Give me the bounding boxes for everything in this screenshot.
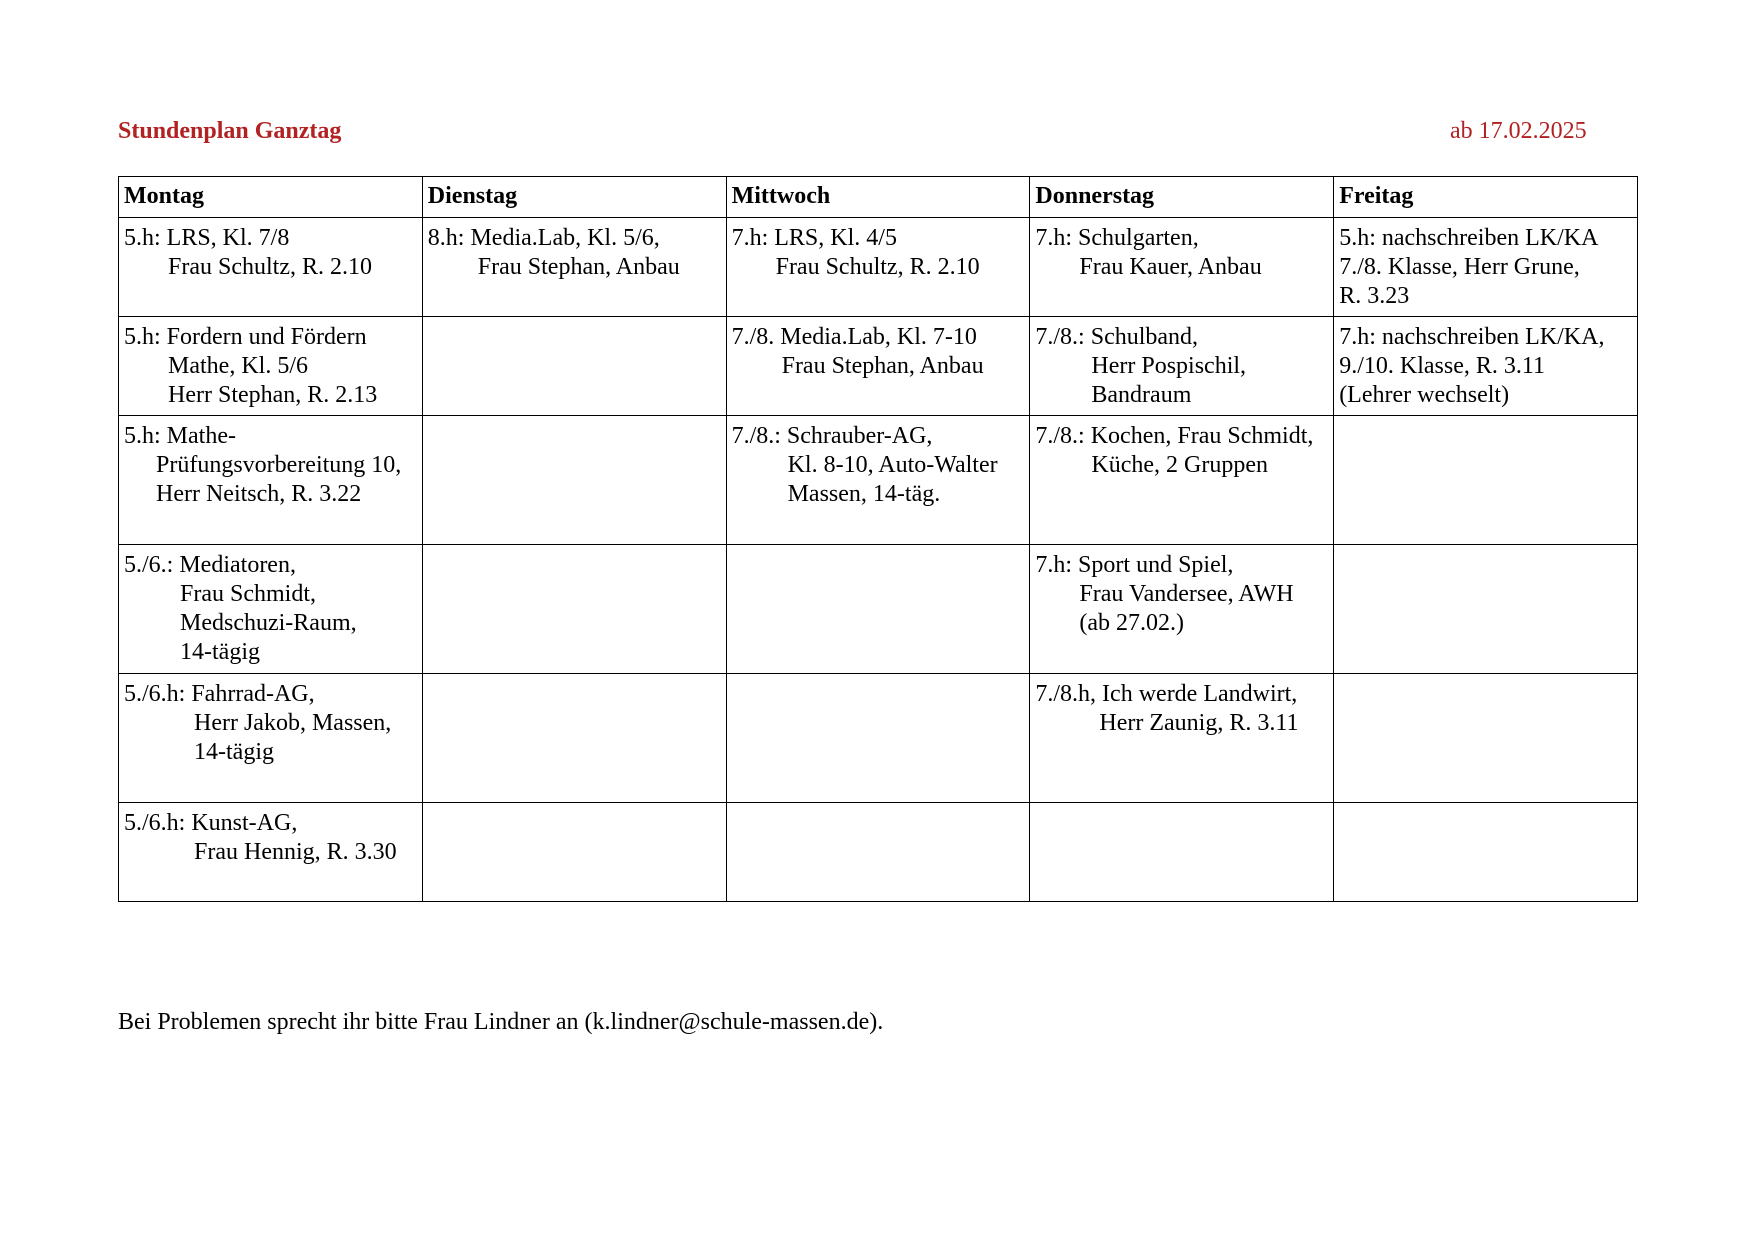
- schedule-cell-freitag: [1334, 803, 1638, 902]
- activity-detail-line: Frau Schultz, R. 2.10: [168, 254, 372, 280]
- valid-from-date: ab 17.02.2025: [1450, 118, 1587, 144]
- day-header-montag: Montag: [119, 177, 423, 218]
- activity-detail-line: 14-tägig: [194, 739, 274, 765]
- schedule-cell-mittwoch: [726, 545, 1030, 674]
- activity-detail-line: Frau Kauer, Anbau: [1079, 254, 1262, 280]
- schedule-cell-mittwoch: [726, 674, 1030, 803]
- activity-line: 5./6.h: Fahrrad-AG,: [124, 681, 315, 707]
- table-row: [119, 218, 1638, 317]
- activity-line: 5.h: LRS, Kl. 7/8: [124, 225, 290, 251]
- activity-detail-line: 9./10. Klasse, R. 3.11: [1339, 353, 1545, 379]
- activity-line: 5.h: Fordern und Fördern: [124, 324, 367, 350]
- table-row: [119, 416, 1638, 545]
- schedule-cell-freitag: [1334, 545, 1638, 674]
- schedule-cell-montag: [119, 218, 423, 317]
- schedule-cell-mittwoch: [726, 416, 1030, 545]
- activity-detail-line: Herr Zaunig, R. 3.11: [1099, 710, 1299, 736]
- activity-detail-line: 14-tägig: [180, 639, 260, 665]
- schedule-cell-donnerstag: [1030, 674, 1334, 803]
- schedule-cell-montag: [119, 545, 423, 674]
- activity-line: 5./6.h: Kunst-AG,: [124, 810, 298, 836]
- schedule-cell-dienstag: [422, 317, 726, 416]
- activity-detail-line: Frau Stephan, Anbau: [477, 254, 680, 280]
- page-title: Stundenplan Ganztag: [118, 118, 342, 144]
- day-header-donnerstag: Donnerstag: [1030, 177, 1334, 218]
- activity-detail-line: (Lehrer wechselt): [1339, 382, 1510, 408]
- activity-detail-line: Frau Hennig, R. 3.30: [194, 839, 397, 865]
- schedule-cell-dienstag: [422, 803, 726, 902]
- schedule-cell-donnerstag: [1030, 317, 1334, 416]
- schedule-cell-dienstag: [422, 545, 726, 674]
- activity-line: 7.h: Schulgarten,: [1035, 225, 1199, 251]
- schedule-cell-mittwoch: [726, 803, 1030, 902]
- schedule-cell-dienstag: [422, 218, 726, 317]
- schedule-cell-montag: [119, 674, 423, 803]
- schedule-cell-freitag: [1334, 674, 1638, 803]
- table-row: [119, 674, 1638, 803]
- schedule-cell-dienstag: [422, 416, 726, 545]
- activity-detail-line: (ab 27.02.): [1079, 610, 1185, 636]
- activity-detail-line: Mathe, Kl. 5/6: [168, 353, 308, 379]
- table-row: [119, 317, 1638, 416]
- activity-detail-line: R. 3.23: [1339, 283, 1410, 309]
- day-header-row: [119, 177, 1638, 218]
- day-header-freitag: Freitag: [1334, 177, 1638, 218]
- activity-line: 8.h: Media.Lab, Kl. 5/6,: [427, 225, 660, 251]
- activity-detail-line: Prüfungsvorbereitung 10,: [156, 452, 402, 478]
- schedule-cell-freitag: [1334, 218, 1638, 317]
- day-header-mittwoch: Mittwoch: [726, 177, 1030, 218]
- activity-detail-line: Küche, 2 Gruppen: [1091, 452, 1269, 478]
- activity-detail-line: Herr Neitsch, R. 3.22: [156, 481, 362, 507]
- schedule-cell-donnerstag: [1030, 416, 1334, 545]
- activity-detail-line: Medschuzi-Raum,: [180, 610, 357, 636]
- activity-line: 5.h: nachschreiben LK/KA: [1339, 225, 1599, 251]
- day-header-dienstag: Dienstag: [422, 177, 726, 218]
- activity-detail-line: Herr Stephan, R. 2.13: [168, 382, 378, 408]
- schedule-cell-montag: [119, 317, 423, 416]
- activity-line: 7.h: nachschreiben LK/KA,: [1339, 324, 1605, 350]
- activity-line: 7./8.: Kochen, Frau Schmidt,: [1035, 423, 1314, 449]
- activity-detail-line: Herr Jakob, Massen,: [194, 710, 392, 736]
- schedule-cell-donnerstag: [1030, 803, 1334, 902]
- activity-detail-line: Frau Schultz, R. 2.10: [775, 254, 980, 280]
- schedule-cell-montag: [119, 803, 423, 902]
- timetable-body: [119, 218, 1638, 902]
- activity-detail-line: Frau Schmidt,: [180, 581, 316, 607]
- timetable: [118, 176, 1638, 902]
- activity-detail-line: Frau Vandersee, AWH: [1079, 581, 1294, 607]
- activity-line: 7./8. Media.Lab, Kl. 7-10: [731, 324, 977, 350]
- schedule-cell-mittwoch: [726, 317, 1030, 416]
- schedule-cell-mittwoch: [726, 218, 1030, 317]
- activity-detail-line: Frau Stephan, Anbau: [781, 353, 984, 379]
- contact-note: Bei Problemen sprecht ihr bitte Frau Lindner an (k.lindner@schule-massen.de).: [118, 1009, 884, 1035]
- activity-detail-line: Bandraum: [1091, 382, 1192, 408]
- activity-detail-line: Kl. 8-10, Auto-Walter: [787, 452, 998, 478]
- activity-line: 7.h: Sport und Spiel,: [1035, 552, 1234, 578]
- activity-detail-line: Massen, 14-täg.: [787, 481, 941, 507]
- table-row: [119, 545, 1638, 674]
- activity-line: 7.h: LRS, Kl. 4/5: [731, 225, 897, 251]
- activity-line: 5./6.: Mediatoren,: [124, 552, 296, 578]
- schedule-cell-montag: [119, 416, 423, 545]
- schedule-cell-dienstag: [422, 674, 726, 803]
- activity-line: 7./8.h, Ich werde Landwirt,: [1035, 681, 1298, 707]
- schedule-cell-donnerstag: [1030, 545, 1334, 674]
- activity-detail-line: Herr Pospischil,: [1091, 353, 1247, 379]
- table-row: [119, 803, 1638, 902]
- activity-line: 7./8.: Schulband,: [1035, 324, 1199, 350]
- schedule-cell-donnerstag: [1030, 218, 1334, 317]
- schedule-cell-freitag: [1334, 317, 1638, 416]
- activity-detail-line: 7./8. Klasse, Herr Grune,: [1339, 254, 1580, 280]
- schedule-cell-freitag: [1334, 416, 1638, 545]
- activity-line: 7./8.: Schrauber-AG,: [731, 423, 933, 449]
- activity-line: 5.h: Mathe-: [124, 423, 236, 449]
